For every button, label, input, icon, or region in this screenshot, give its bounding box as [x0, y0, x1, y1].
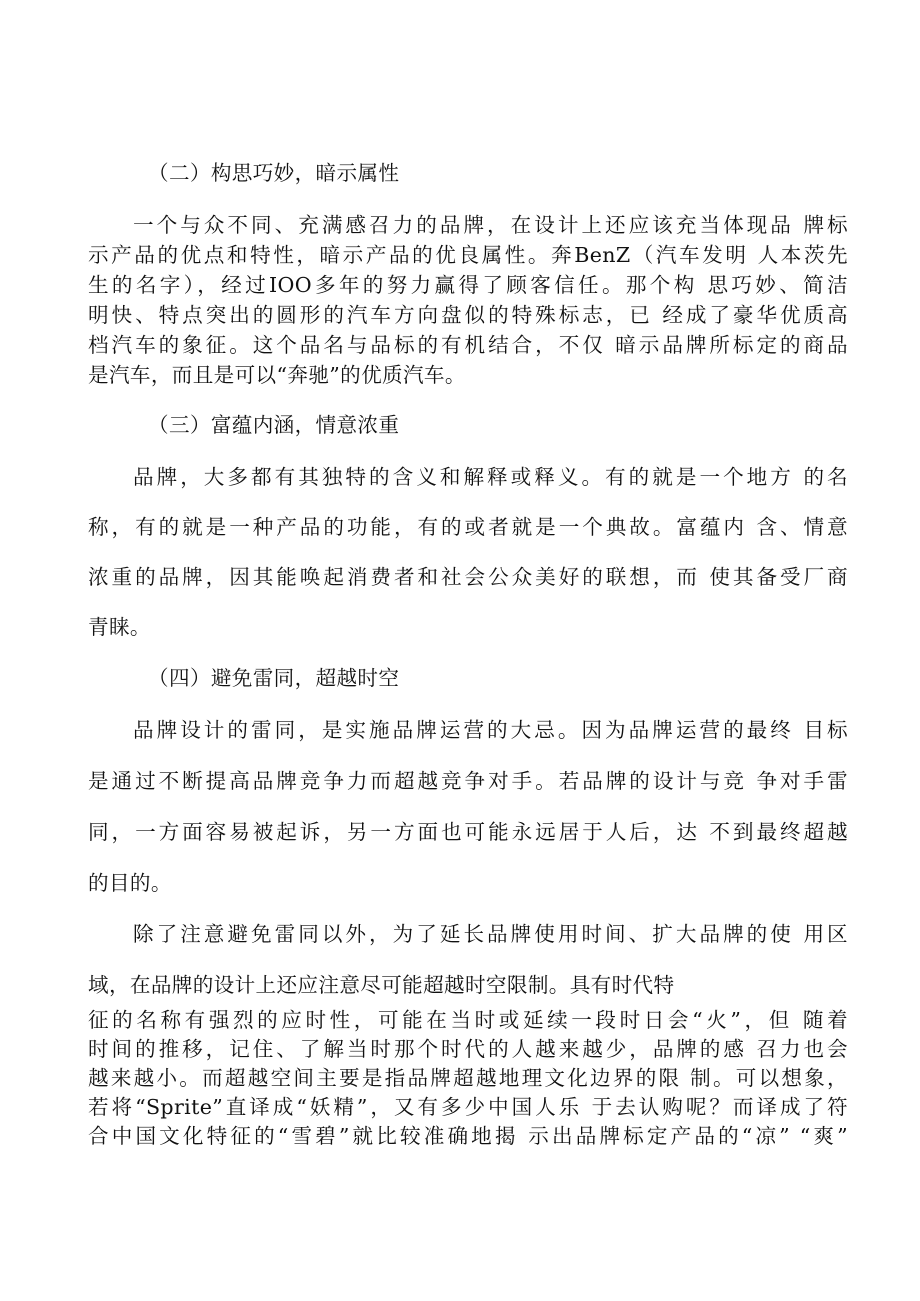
section-heading: （四）避免雷同，超越时空 — [148, 666, 400, 690]
paragraph-line: 档汽车的象征。这个品名与品标的有机结合，不仅 暗示品牌所标定的商品 — [88, 333, 848, 357]
paragraph-line: 域，在品牌的设计上还应注意尽可能超越时空限制。具有时代特 — [88, 973, 675, 997]
paragraph-line: 品牌设计的雷同，是实施品牌运营的大忌。因为品牌运营的最终 目标 — [133, 718, 848, 742]
paragraph-line: 时间的推移，记住、了解当时那个时代的人越来越少，品牌的感 召力也会 — [88, 1037, 848, 1061]
paragraph-line: 称，有的就是一种产品的功能，有的或者就是一个典故。富蕴内 含、情意 — [88, 515, 848, 539]
paragraph-line: 若将“Sprite”直译成“妖精”，又有多少中国人乐 于去认购呢？而译成了符 — [88, 1095, 848, 1119]
section-heading: （二）构思巧妙，暗示属性 — [148, 161, 400, 185]
section-heading: （三）富蕴内涵，情意浓重 — [148, 413, 400, 437]
paragraph-line: 合中国文化特征的“雪碧”就比较准确地揭 示出品牌标定产品的“凉” “爽” — [88, 1124, 848, 1148]
paragraph-line: 示产品的优点和特性，暗示产品的优良属性。奔BenZ（汽车发明 人本茨先 — [88, 243, 848, 267]
paragraph-line: 的目的。 — [88, 871, 172, 895]
paragraph-line: 征的名称有强烈的应时性，可能在当时或延续一段时日会“火”，但 随着 — [88, 1008, 848, 1032]
paragraph-line: 一个与众不同、充满感召力的品牌，在设计上还应该充当体现品 牌标 — [133, 213, 848, 237]
paragraph-line: 越来越小。而超越空间主要是指品牌超越地理文化边界的限 制。可以想象， — [88, 1066, 848, 1090]
paragraph-line: 生的名字），经过IOO多年的努力赢得了顾客信任。那个构 思巧妙、简洁 — [88, 273, 848, 297]
paragraph-line: 同，一方面容易被起诉，另一方面也可能永远居于人后，达 不到最终超越 — [88, 820, 848, 844]
paragraph-line: 是汽车，而且是可以“奔驰”的优质汽车。 — [88, 363, 466, 387]
paragraph-line: 浓重的品牌，因其能唤起消费者和社会公众美好的联想，而 使其备受厂商 — [88, 565, 848, 589]
paragraph-line: 青睐。 — [88, 615, 151, 639]
paragraph-line: 是通过不断提高品牌竞争力而超越竞争对手。若品牌的设计与竞 争对手雷 — [88, 769, 848, 793]
paragraph-line: 除了注意避免雷同以外，为了延长品牌使用时间、扩大品牌的使 用区 — [133, 922, 848, 946]
paragraph-line: 明快、特点突出的圆形的汽车方向盘似的特殊标志，已 经成了豪华优质高 — [88, 303, 848, 327]
paragraph-line: 品牌，大多都有其独特的含义和解释或释义。有的就是一个地方 的名 — [133, 465, 848, 489]
